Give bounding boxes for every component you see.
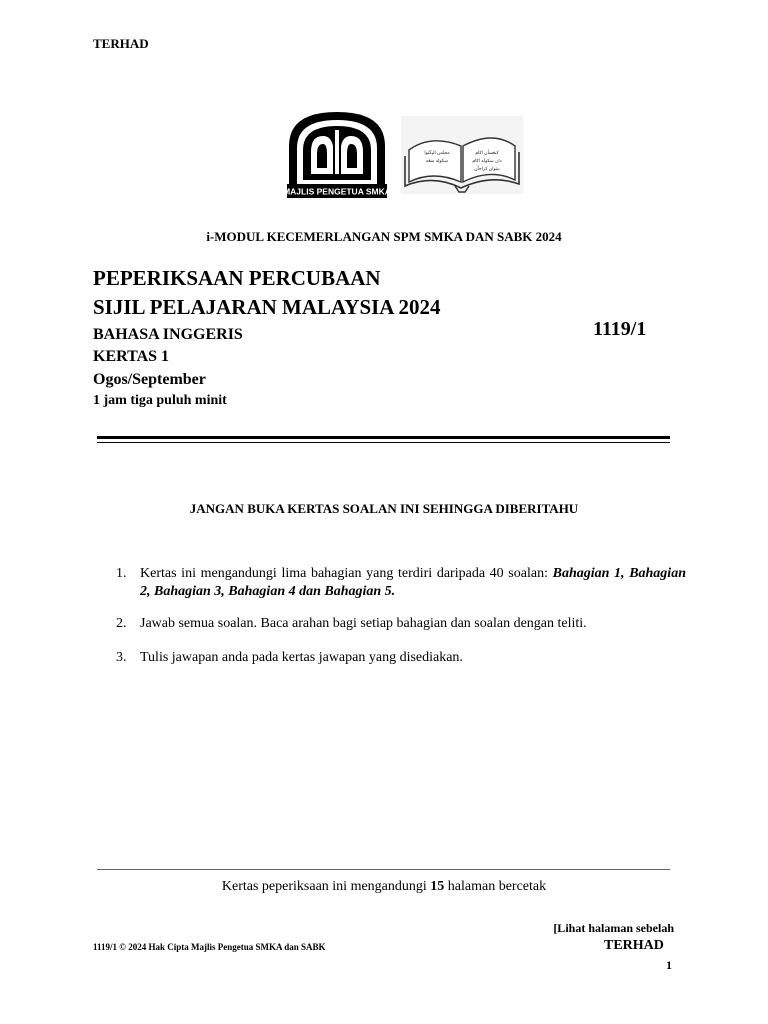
book-logo-text-3: كبڠسأن اڬام (475, 151, 499, 156)
instruction-text: Jawab semua soalan. Baca arahan bagi setiap bahagian dan soalan dengan teliti. (140, 616, 587, 631)
instruction-number: 1. (116, 566, 127, 581)
instruction-item (116, 565, 686, 601)
module-title: i-MODUL KECEMERLANGAN SPM SMKA DAN SABK 2024 (206, 229, 562, 244)
majlis-pengetua-logo (283, 108, 391, 200)
page-count-note (0, 879, 768, 895)
open-book-logo (401, 116, 523, 194)
page-count-prefix: Kertas peperiksaan ini mengandungi (221, 879, 431, 894)
instruction-number: 3. (116, 650, 127, 665)
book-logo-text-4: دان سکوله اڬام (472, 159, 502, 164)
instruction-body: Kertas ini mengandungi lima bahagian yang terdiri daripada 40 soalan: (140, 566, 553, 581)
paper-code: 1119/1 (593, 318, 647, 340)
majlis-logo-caption: MAJLIS PENGETUA SMKA (283, 186, 391, 197)
exam-subject: BAHASA INGGERIS (93, 326, 243, 343)
copyright-notice: 1119/1 © 2024 Hak Cipta Majlis Pengetua SMKA dan SABK (93, 942, 326, 952)
instruction-number: 2. (116, 616, 127, 631)
exam-paper: KERTAS 1 (93, 348, 170, 365)
instruction-item (116, 615, 686, 633)
page-count-suffix: halaman bercetak (444, 879, 547, 894)
page-number: 1 (666, 958, 672, 972)
header-classification: TERHAD (93, 36, 149, 51)
instruction-emphasis: Bahagian 1, Bahagian 2, Bahagian 3, Bahagian 4 dan Bahagian 5. (140, 566, 686, 599)
instruction-item (116, 649, 686, 667)
exam-name-line-1: PEPERIKSAAN PERCUBAAN (93, 266, 381, 290)
footer-divider (97, 869, 670, 870)
exam-duration: 1 jam tiga puluh minit (93, 393, 227, 408)
header-divider-thick (97, 436, 670, 439)
exam-name-line-2: SIJIL PELAJARAN MALAYSIA 2024 (93, 295, 441, 319)
warning-notice: JANGAN BUKA KERTAS SOALAN INI SEHINGGA DIBERITAHU (189, 501, 579, 516)
page-count-number: 15 (430, 879, 445, 894)
see-next-page-note: [Lihat halaman sebelah (553, 921, 674, 935)
book-logo-text-2: سکوله منڠه (425, 159, 449, 164)
exam-session: Ogos/September (93, 371, 206, 388)
instruction-text (140, 565, 686, 601)
footer-classification: TERHAD (604, 938, 664, 953)
instruction-text: Tulis jawapan anda pada kertas jawapan yang disediakan. (140, 650, 463, 665)
book-logo-text-5: بنتوان كراجأن (474, 167, 500, 172)
header-divider-thin (97, 442, 670, 443)
book-logo-text-1: مجلس الپگتوا (424, 151, 450, 156)
